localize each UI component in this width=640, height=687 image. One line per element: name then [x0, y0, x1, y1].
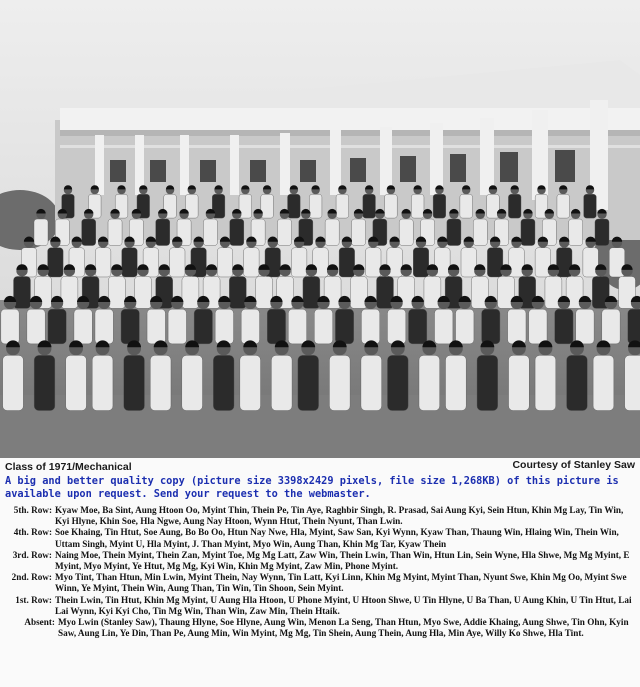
- person-body: [267, 309, 285, 344]
- caption-panel: [0, 458, 640, 687]
- person-body: [335, 309, 353, 344]
- person-body: [147, 309, 165, 344]
- person-body: [82, 219, 96, 246]
- person-body: [156, 219, 170, 246]
- person-body: [168, 309, 186, 344]
- person-body: [303, 276, 320, 308]
- person-body: [408, 309, 426, 344]
- person-body: [194, 309, 212, 344]
- person-body: [456, 309, 474, 344]
- class-title: Class of 1971/Mechanical: [5, 461, 132, 473]
- person-body: [74, 309, 92, 344]
- person-body: [309, 194, 322, 218]
- person-body: [240, 355, 261, 410]
- person-body: [584, 194, 597, 218]
- person-body: [150, 355, 171, 410]
- person-body: [447, 219, 461, 246]
- person-body: [256, 276, 273, 308]
- person-body: [95, 248, 110, 277]
- person-body: [288, 309, 306, 344]
- row-names: Thein Lwin, Tin Htut, Khin Mg Myint, U Aung Hla Htoon, U Phone Myint, U Htoon Shwe, U Tin Hlyne, U Ba Than, U Aung Khin, U Tin Htut, Lai Lai Wynn, Kyi Kyi Cho, Tin Mg Win, Than Win, Zaw Min, Thein Htaik.: [55, 594, 632, 616]
- person-body: [215, 309, 233, 344]
- row-label: 2nd. Row:: [11, 572, 52, 583]
- name-list: [3, 505, 637, 639]
- person-body: [487, 248, 502, 277]
- person-body: [628, 309, 640, 344]
- person-body: [121, 309, 139, 344]
- person-body: [34, 219, 48, 246]
- person-body: [182, 276, 199, 308]
- row-names: Naing Moe, Thein Myint, Thein Zan, Myint Toe, Mg Mg Latt, Zaw Win, Thein Lwin, Than Win, Htun Lin, Sein Wyne, Hla Shwe, Mg Mg Myint, E Myint, Myo Myint, Ye Htut, Mg Mg, Kyi Win, Khin Mg Myint, Zaw Min, Phone Myint.: [55, 549, 630, 572]
- person-body: [477, 355, 498, 410]
- person-body: [576, 309, 594, 344]
- person-body: [595, 219, 609, 246]
- person-body: [387, 309, 405, 344]
- person-body: [48, 309, 66, 344]
- person-body: [108, 276, 125, 308]
- person-body: [399, 219, 413, 246]
- person-body: [66, 355, 87, 410]
- person-body: [567, 355, 588, 410]
- person-body: [298, 355, 319, 410]
- person-body: [461, 248, 476, 277]
- row-label: 5th. Row:: [13, 505, 52, 515]
- person-body: [1, 309, 19, 344]
- person-body: [366, 248, 381, 277]
- row-5th: [3, 505, 637, 527]
- person-body: [271, 355, 292, 410]
- person-body: [325, 219, 339, 246]
- person-body: [124, 355, 145, 410]
- person-body: [509, 355, 530, 410]
- person-body: [411, 194, 424, 218]
- person-body: [433, 194, 446, 218]
- person-body: [288, 194, 301, 218]
- row-label: 1st. Row:: [15, 594, 52, 605]
- person-body: [241, 309, 259, 344]
- person-body: [363, 194, 376, 218]
- person-body: [508, 194, 521, 218]
- person-body: [336, 194, 349, 218]
- copy-request-notice: A big and better quality copy (picture size 3398x2429 pixels, file size 1,268KB) of this picture is available upon request. Send your request to the webmaster.: [5, 475, 619, 500]
- person-body: [48, 248, 63, 277]
- row-label: 3rd. Row:: [12, 549, 52, 560]
- person-body: [34, 355, 55, 410]
- person-body: [108, 219, 122, 246]
- person-body: [352, 219, 366, 246]
- person-body: [27, 309, 45, 344]
- person-body: [482, 309, 500, 344]
- row-2nd: [3, 572, 637, 594]
- person-body: [229, 276, 246, 308]
- person-body: [122, 248, 137, 277]
- row-1st: [3, 595, 637, 617]
- person-body: [521, 219, 535, 246]
- person-body: [446, 355, 467, 410]
- person-body: [555, 309, 573, 344]
- person-body: [387, 355, 408, 410]
- person-body: [557, 194, 570, 218]
- credit-line: Courtesy of Stanley Saw: [512, 459, 635, 471]
- person-body: [473, 219, 487, 246]
- person-body: [230, 219, 244, 246]
- person-body: [385, 194, 398, 218]
- row-3rd: [3, 550, 637, 572]
- person-body: [460, 194, 473, 218]
- person-body: [508, 309, 526, 344]
- row-4th: [3, 527, 637, 549]
- person-body: [435, 309, 453, 344]
- person-body: [95, 309, 113, 344]
- row-label: Absent:: [24, 617, 55, 628]
- person-body: [339, 248, 354, 277]
- person-body: [182, 355, 203, 410]
- person-body: [314, 309, 332, 344]
- row-label: 4th. Row:: [13, 527, 52, 538]
- person-body: [419, 355, 440, 410]
- person-body: [593, 355, 614, 410]
- person-body: [602, 309, 620, 344]
- person-body: [413, 248, 428, 277]
- person-body: [529, 309, 547, 344]
- person-body: [329, 355, 350, 410]
- person-body: [569, 219, 583, 246]
- person-body: [277, 219, 291, 246]
- person-body: [361, 309, 379, 344]
- person-body: [291, 248, 306, 277]
- person-body: [535, 355, 556, 410]
- person-body: [3, 355, 24, 410]
- row-names: Myo Tint, Than Htun, Min Lwin, Myint Thein, Nay Wynn, Tin Latt, Kyi Linn, Khin Mg Myint, Myint Than, Nyunt Swe, Khin Mg Oo, Myint Swe Winn, Ye Myint, Thein Win, Aung Than, Tin Win, Tin Shoon, Sein Myint.: [55, 572, 627, 594]
- caption-header: [5, 461, 635, 475]
- row-names: Kyaw Moe, Ba Sint, Aung Htoon Oo, Myint Thin, Thein Pe, Tin Aye, Raghbir Singh, R. Prasad, Sai Aung Kyi, Sein Htun, Khin Mg Lay, Tin Win, Kyi Hlyne, Khin Soe, Hla Ngwe, Aung Nay Htoon, Wynn Htut, Thein Nyunt, Than Lwin.: [55, 505, 624, 527]
- person-body: [213, 355, 234, 410]
- person-body: [625, 355, 640, 410]
- person-body: [361, 355, 382, 410]
- row-absent: [3, 617, 637, 639]
- person-body: [170, 248, 185, 277]
- person-body: [244, 248, 259, 277]
- person-body: [203, 219, 217, 246]
- person-body: [61, 276, 78, 308]
- person-body: [217, 248, 232, 277]
- row-names: Myo Lwin (Stanley Saw), Thaung Hlyne, Soe Hlyne, Aung Win, Menon La Seng, Than Htun, Myo Swe, Addie Khaing, Aung Shwe, Tin Ohn, Kyin Saw, Aung Lin, Ye Din, Than Pe, Aung Min, Win Myint, Mg Mg, Tin Shein, Aung Thein, Aung Hla, Min Aye, Willy Ko Shwe, Hla Tint.: [58, 617, 629, 639]
- row-names: Soe Khaing, Tin Htut, Soe Aung, Bo Bo Oo, Htun Nay Nwe, Hla, Myint, Saw San, Kyi Wynn, Kyaw Than, Thaung Win, Hlaing Win, Thein Win, Uttam Singh, Myint U, Hla Myint, J. Than Myint, Myo Win, Aung Than, Khin Mg Tar, Kyaw Thein: [55, 527, 619, 549]
- person-body: [92, 355, 113, 410]
- person-body: [135, 276, 152, 308]
